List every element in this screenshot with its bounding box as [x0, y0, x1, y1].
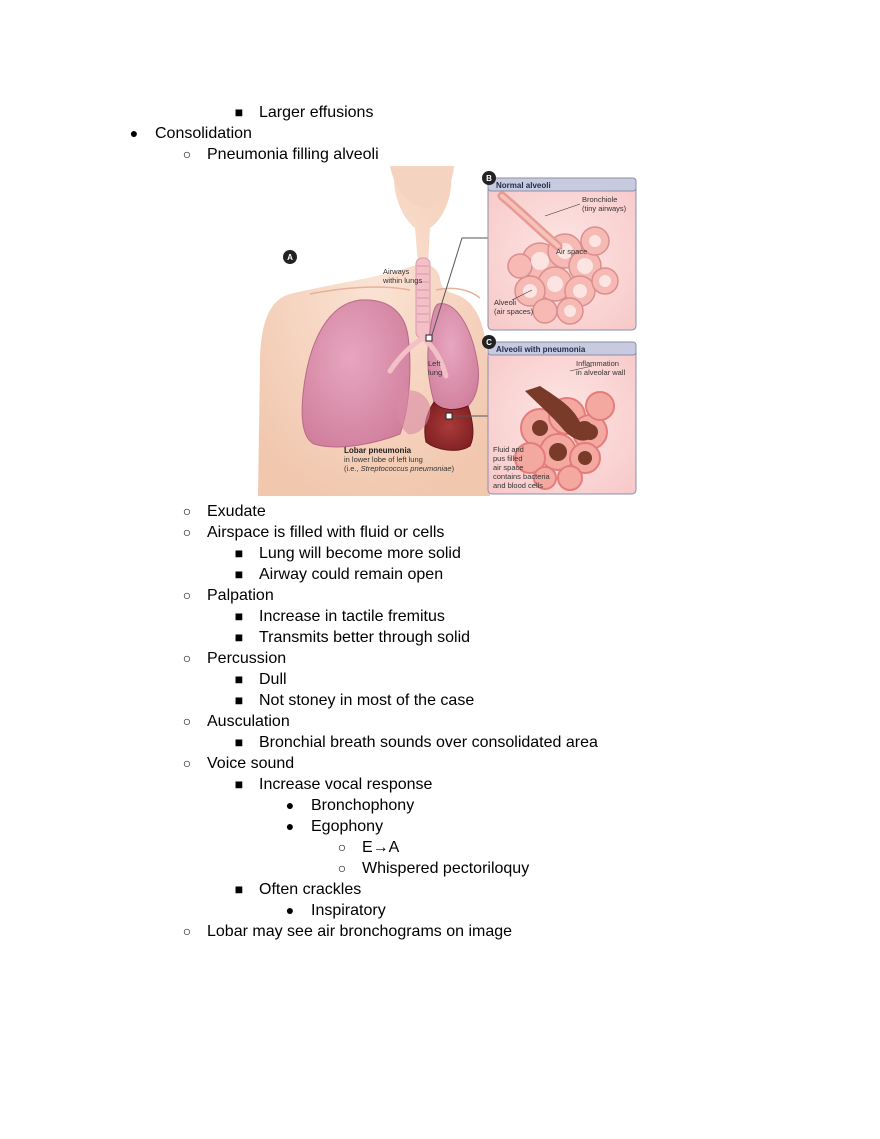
consolidated-lobe-shape	[425, 402, 473, 450]
disc-bullet: ●	[129, 125, 139, 141]
list-item-text: Inspiratory	[311, 902, 386, 919]
circle-bullet: ○	[182, 587, 192, 603]
circle-bullet: ○	[182, 713, 192, 729]
circle-bullet: ○	[182, 146, 192, 162]
circle-bullet: ○	[182, 503, 192, 519]
pneumonia-alveoli-title: Alveoli with pneumonia	[496, 345, 586, 354]
pneumonia-illustration-svg	[240, 166, 640, 496]
square-bullet: ■	[234, 776, 244, 792]
list-item-text: Whispered pectoriloquy	[362, 860, 530, 877]
badge-a-text: A	[287, 253, 293, 262]
list-item-text: Exudate	[207, 503, 266, 520]
square-bullet: ■	[234, 734, 244, 750]
marker-box-lower	[446, 413, 452, 419]
square-bullet: ■	[234, 104, 244, 120]
list-item-text: Lobar may see air bronchograms on image	[207, 923, 513, 940]
list-item-text: Not stoney in most of the case	[259, 692, 475, 709]
bronchiole-label-2: (tiny airways)	[582, 204, 627, 213]
fluid-label-2: pus filled	[493, 454, 523, 463]
badge-b-text: B	[486, 174, 492, 183]
disc-bullet: ●	[285, 797, 295, 813]
badge-c-text: C	[486, 338, 492, 347]
normal-alveoli-panel	[482, 171, 636, 330]
disc-bullet: ●	[285, 902, 295, 918]
marker-box-upper	[426, 335, 432, 341]
list-item-text: Consolidation	[155, 125, 252, 142]
circle-bullet: ○	[182, 923, 192, 939]
bronchiole-label: Bronchiole	[582, 195, 618, 204]
list-item-text: Transmits better through solid	[259, 629, 471, 646]
square-bullet: ■	[234, 545, 244, 561]
list-item-text: Dull	[259, 671, 287, 688]
alveoli-label-2: (air spaces)	[494, 307, 534, 316]
circle-bullet: ○	[337, 839, 347, 855]
square-bullet: ■	[234, 671, 244, 687]
square-bullet: ■	[234, 629, 244, 645]
list-item-text: Pneumonia filling alveoli	[207, 146, 379, 163]
fluid-label-4: contains bacteria	[493, 472, 550, 481]
square-bullet: ■	[234, 692, 244, 708]
list-item-text: Airway could remain open	[259, 566, 444, 583]
inflammation-label-2: in alveolar wall	[576, 368, 626, 377]
list-item-text: Bronchophony	[311, 797, 415, 814]
pneumonia-illustration	[240, 166, 640, 496]
normal-alveoli-title: Normal alveoli	[496, 181, 551, 190]
circle-bullet: ○	[182, 650, 192, 666]
left-lung-label-2: lung	[428, 368, 443, 377]
list-item-text: Increase vocal response	[259, 776, 433, 793]
circle-bullet: ○	[182, 524, 192, 540]
list-item-text: Egophony	[311, 818, 384, 835]
disc-bullet: ●	[285, 818, 295, 834]
list-item-text: Airspace is filled with fluid or cells	[207, 524, 445, 541]
list-item-text: E→A	[362, 839, 400, 856]
square-bullet: ■	[234, 608, 244, 624]
fluid-label-3: air space	[493, 463, 524, 472]
fluid-label-5: and blood cells	[493, 481, 544, 490]
alveoli-label: Alveoli	[494, 298, 517, 307]
inflammation-label: Inflammation	[576, 359, 619, 368]
lobar-title: Lobar pneumonia	[344, 446, 412, 455]
list-item-text: Increase in tactile fremitus	[259, 608, 445, 625]
list-item-text: Lung will become more solid	[259, 545, 461, 562]
list-item-text: Bronchial breath sounds over consolidated area	[259, 734, 598, 751]
circle-bullet: ○	[182, 755, 192, 771]
list-item-text: Ausculation	[207, 713, 290, 730]
list-item-text: Often crackles	[259, 881, 362, 898]
circle-bullet: ○	[337, 860, 347, 876]
pneumonia-alveoli-panel	[482, 335, 636, 494]
lobar-subtitle: in lower lobe of left lung	[344, 455, 423, 464]
airways-label-2: within lungs	[383, 276, 423, 285]
airways-label: Airways	[383, 267, 410, 276]
square-bullet: ■	[234, 881, 244, 897]
air-space-label: Air space	[556, 247, 588, 256]
fluid-label-1: Fluid and	[493, 445, 524, 454]
list-item-text: Larger effusions	[259, 104, 374, 121]
square-bullet: ■	[234, 566, 244, 582]
left-lung-label: Left	[428, 359, 441, 368]
lobar-example: (i.e., Streptococcus pneumoniae)	[344, 464, 455, 473]
list-item-text: Voice sound	[207, 755, 295, 772]
list-item-text: Percussion	[207, 650, 287, 667]
list-item-text: Palpation	[207, 587, 274, 604]
